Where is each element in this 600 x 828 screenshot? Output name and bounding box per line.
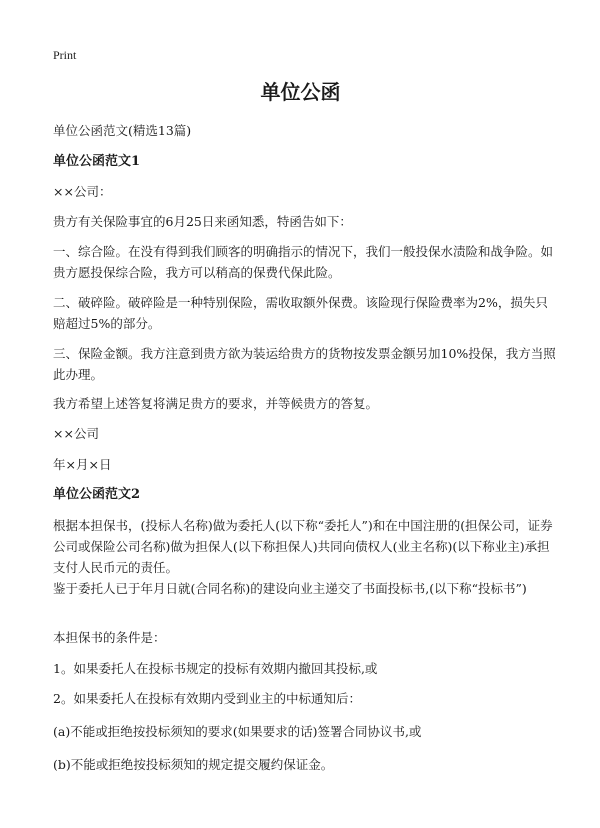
paragraph: 三、保险金额。我方注意到贵方欲为装运给贵方的货物按发票金额另加10%投保，我方当照此办理。	[53, 346, 556, 382]
paragraph: ××公司：	[53, 184, 112, 199]
paragraph: 贵方有关保险事宜的6月25日来函知悉，特函告如下：	[53, 214, 352, 229]
signature-date: 年×月×日	[53, 457, 112, 472]
paragraph: 鉴于委托人已于年月日就(合同名称)的建设向业主递交了书面投标书,(以下称“投标书”)	[53, 581, 527, 596]
paragraph: 根据本担保书，(投标人名称)做为委托人(以下称“委托人”)和在中国注册的(担保公司，证券公司或保险公司名称)做为担保人(以下称担保人)共同向债权人(业主名称)(以下称业主)承担支付人民币元的责任。	[53, 518, 553, 575]
paragraph: 本担保书的条件是：	[53, 630, 166, 645]
paragraph: 1。如果委托人在投标书规定的投标有效期内撤回其投标,或	[53, 661, 378, 676]
section-heading-2: 单位公函范文2	[53, 487, 141, 502]
document-title: 单位公函	[260, 80, 341, 104]
paragraph: (a)不能或拒绝按投标须知的要求(如果要求的话)签署合同协议书,或	[53, 724, 422, 739]
paragraph: 我方希望上述答复将满足贵方的要求，并等候贵方的答复。	[53, 396, 379, 411]
signature-company: ××公司	[53, 426, 99, 441]
document-subtitle: 单位公函范文(精选13篇)	[53, 123, 192, 138]
paragraph: (b)不能或拒绝按投标须知的规定提交履约保证金。	[53, 757, 334, 772]
paragraph: 二、破碎险。破碎险是一种特别保险，需收取额外保费。该险现行保险费率为2%，损失只赔超过5%的部分。	[53, 295, 548, 331]
paragraph: 2。如果委托人在投标有效期内受到业主的中标通知后：	[53, 691, 361, 706]
section-heading-1: 单位公函范文1	[53, 154, 141, 169]
print-link[interactable]: Print	[53, 48, 77, 62]
paragraph: 一、综合险。在没有得到我们顾客的明确指示的情况下，我们一般投保水渍险和战争险。如贵方愿投保综合险，我方可以稍高的保费代保此险。	[53, 244, 554, 280]
